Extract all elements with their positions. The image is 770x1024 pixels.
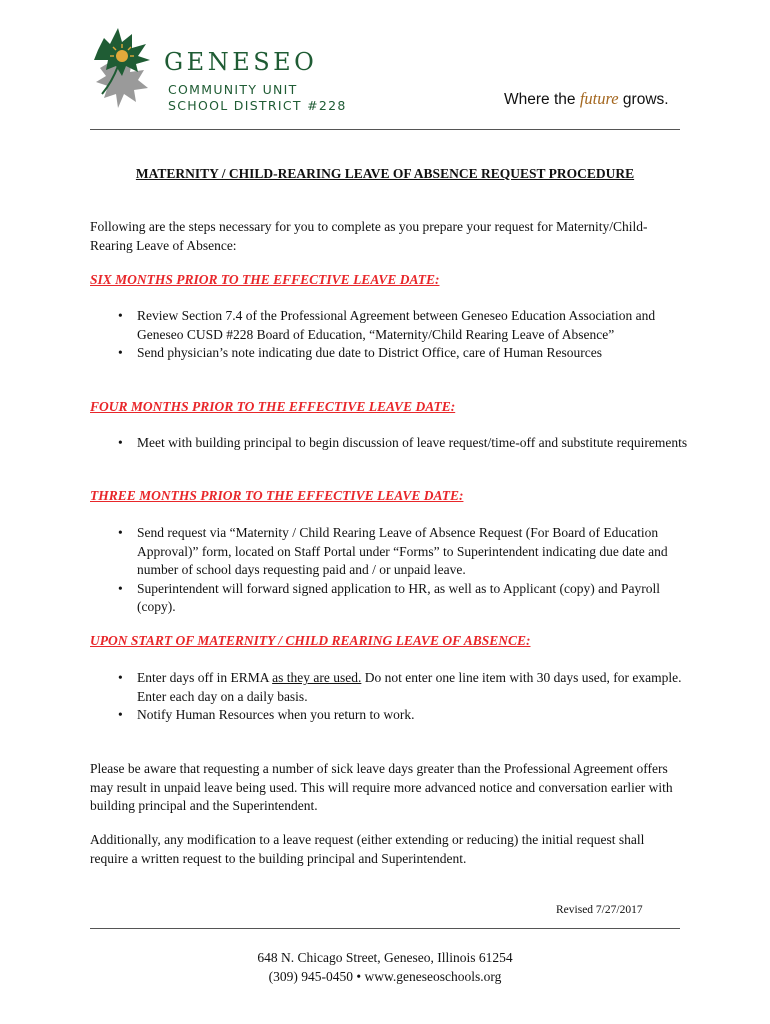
footer-divider bbox=[90, 928, 680, 929]
underlined-phrase: as they are used. bbox=[272, 670, 362, 685]
list-item bbox=[90, 669, 690, 706]
district-logo-subtitle-2: SCHOOL DISTRICT #228 bbox=[168, 98, 347, 113]
bullet: • bbox=[118, 525, 123, 540]
list-item bbox=[90, 706, 690, 725]
district-logo-subtitle-1: COMMUNITY UNIT bbox=[168, 82, 298, 97]
footer-contact: (309) 945-0450 • www.geneseoschools.org bbox=[268, 969, 502, 984]
tagline-accent: future bbox=[579, 89, 619, 108]
intro-paragraph: Following are the steps necessary for you to complete as you prepare your request for Maternity/Child-Rearing Leave of Absence: bbox=[90, 219, 648, 253]
revision-date: Revised 7/27/2017 bbox=[556, 904, 643, 916]
maple-leaf-logo-icon bbox=[88, 22, 156, 110]
section-list-three-months bbox=[90, 524, 690, 617]
bullet: • bbox=[118, 707, 123, 722]
footer bbox=[90, 948, 680, 986]
district-logo-name: GENESEO bbox=[164, 48, 318, 76]
bullet: • bbox=[118, 670, 123, 685]
list-item-text-end: Do not enter one line item with 30 days used, for example. Enter each day on a daily basis. bbox=[137, 670, 682, 704]
section-heading-six-months: SIX MONTHS PRIOR TO THE EFFECTIVE LEAVE DATE: bbox=[90, 272, 440, 287]
section-list-four-months bbox=[90, 434, 690, 453]
list-item-text: Notify Human Resources when you return to work. bbox=[137, 707, 415, 722]
modification-notice: Additionally, any modification to a leave request (either extending or reducing) the initial request shall require a written request to the building principal and Superintendent. bbox=[90, 832, 645, 866]
list-item-text: Superintendent will forward signed application to HR, as well as to Applicant (copy) and Payroll (copy). bbox=[137, 580, 661, 614]
list-item bbox=[90, 434, 690, 453]
section-heading-upon-start: UPON START OF MATERNITY / CHILD REARING LEAVE OF ABSENCE: bbox=[90, 633, 531, 648]
section-list-six-months bbox=[90, 307, 690, 363]
list-item-text: Send request via “Maternity / Child Rearing Leave of Absence Request (For Board of Education Approval)” form, located on Staff Portal under “Forms” to Superintendent indicating due date and number of school days requesting paid and / or unpaid leave. bbox=[137, 525, 668, 577]
footer-address: 648 N. Chicago Street, Geneseo, Illinois 61254 bbox=[257, 950, 513, 965]
list-item-text: Send physician’s note indicating due date to District Office, care of Human Resources bbox=[137, 345, 602, 360]
tagline bbox=[504, 89, 669, 109]
section-list-upon-start bbox=[90, 669, 690, 725]
list-item bbox=[90, 307, 690, 344]
bullet: • bbox=[118, 308, 123, 323]
list-item-text-start: Enter days off in ERMA bbox=[137, 670, 273, 685]
section-heading-three-months: THREE MONTHS PRIOR TO THE EFFECTIVE LEAVE DATE: bbox=[90, 488, 464, 503]
tagline-end: grows. bbox=[618, 91, 669, 108]
bullet: • bbox=[118, 435, 123, 450]
list-item bbox=[90, 344, 690, 363]
bullet: • bbox=[118, 580, 123, 596]
list-item bbox=[90, 580, 690, 617]
section-heading-four-months: FOUR MONTHS PRIOR TO THE EFFECTIVE LEAVE DATE: bbox=[90, 399, 456, 414]
header-divider bbox=[90, 129, 680, 130]
list-item bbox=[90, 524, 690, 580]
bullet: • bbox=[118, 345, 123, 360]
list-item-text: Meet with building principal to begin discussion of leave request/time-off and substitute requirements bbox=[137, 435, 688, 450]
sick-leave-notice: Please be aware that requesting a number of sick leave days greater than the Professional Agreement offers may result in unpaid leave being used. This will require more advanced notice and conversation earlier with building principal and the Superintendent. bbox=[90, 761, 673, 813]
document-title: MATERNITY / CHILD-REARING LEAVE OF ABSENCE REQUEST PROCEDURE bbox=[135, 166, 635, 181]
tagline-start: Where the bbox=[504, 91, 580, 108]
list-item-text: Review Section 7.4 of the Professional Agreement between Geneseo Education Association and Geneseo CUSD #228 Board of Education, “Maternity/Child Rearing Leave of Absence” bbox=[137, 308, 656, 342]
